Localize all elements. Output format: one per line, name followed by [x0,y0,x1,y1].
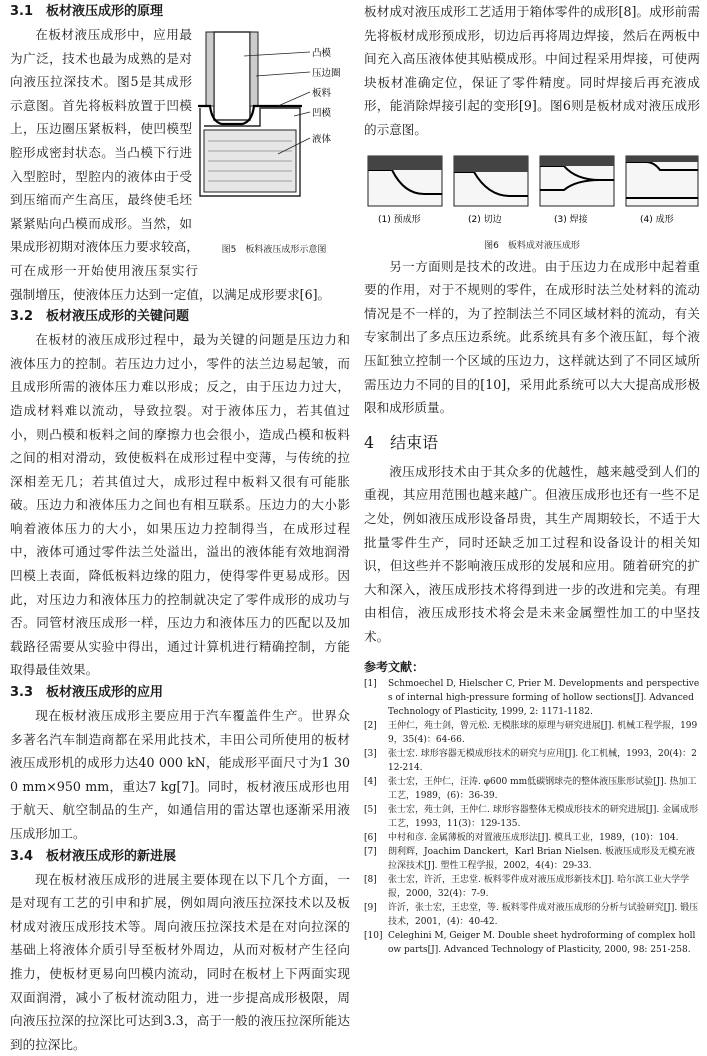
fig5-caption: 图5 板料液压成形示意图 [221,244,327,255]
fig6-caption: 图6 板料成对液压成形 [484,240,580,251]
fig6-label: (1) 预成形 [378,214,421,225]
reference-text: 中村和彦. 金属薄板的对置液压成形法[J]. 模具工业，1989，(10)：104. [388,833,679,844]
reference-text: Schmoechel D, Hielscher C, Prier M. Developments and perspectives of internal high-pressure forming of hollow sections[J]. Advanced Technology of Plasticity, 1999, 2: 1171-1182. [388,679,700,718]
reference-number: [1] [364,679,377,690]
reference-number: [4] [364,777,377,788]
right-column [364,0,700,957]
fig6-step-weld [540,156,614,206]
improvement-paragraph: 另一方面则是技术的改进。由于压边力在成形中起着重要的作用，对于不规则的零件，在成形时法兰处材料的流动情况是不一样的，为了控制法兰不同区域材料的流动，有关专家制出了多点压边系统。此系统具有多个液压缸，每个液压缸独立控制一个区域的压边力，这样就达到了不同区域所需压边力不同的目的[10]，采用此系统可以大大提高成形极限和成形质量。 [364,258,700,416]
fig6-label: (4) 成形 [640,214,674,225]
figure-5 [198,26,350,231]
section-3-2-paragraph: 在板材的液压成形过程中，最为关键的问题是压边力和液体压力的控制。若压边力过小，零件的法兰边易起皱，而且成形所需的液体压力难以形成；反之，由于压边力过大，造成材料难以流动，导致拉裂。对于液体压力，若其值过小，则凸模和板料之间的摩擦力也会很小，造成凸模和板料之间的相对滑动，致使板料在成形过程中变薄，与传统的拉深相差无几；若其值过大，成形过程中板料又很有可能胀破。压边力和液体压力之间也有相互联系。压边力的大小影响着液体压力的大小，如果压边力控制得当，在成形过程中，液体可通过零件法兰处溢出，溢出的液体能有效地润滑凹模上表面，降低板料边缘的阻力，使得零件更易成形。因此，对压边力和液体压力的控制就决定了零件成形的成功与否。同管材液压成形一样，压边力和液体压力的匹配以及加载路径需要从实验中得出，通过计算机进行精确控制，方能取得最佳效果。 [10,332,350,678]
reference-item [364,901,700,929]
figure-6 [364,150,700,251]
reference-item [364,803,700,831]
fig5-label: 凹模 [312,108,332,119]
reference-item [364,719,700,747]
fig6-label: (2) 切边 [468,214,502,225]
fig6-step-trim [454,156,528,206]
reference-number: [9] [364,903,377,914]
reference-number: [6] [364,833,377,844]
reference-text: 许沂，张士宏，王忠堂，等. 板料零件成对液压成形的分析与试验研究[J]. 锻压技术，2001，(4)：40-42. [388,903,699,928]
reference-item [364,873,700,901]
left-column [10,0,350,1056]
section-3-3-title: 3.3 板材液压成形的应用 [10,685,164,701]
fig6-step-form [626,156,698,206]
section-3-1-tail: 可在成形一开始使用液压泵实行强制增压，使液体压力达到一定值，以满足成形要求[6]。 [10,262,331,302]
section-3-2-title: 3.2 板材液压成形的关键问题 [10,309,190,325]
reference-item [364,747,700,775]
continued-paragraph: 板材成对液压成形工艺适用于箱体零件的成形[8]。成形前需先将板材成形预成形，切边后再将周边焊接，然后在两板中间充入高压液体使其贴模成形。中间过程采用焊接，可使两块板材准确定位，保证了零件精度。同时焊接后再充液成形，能消除焊接引起的变形[9]。图6则是板材成对液压成形的示意图。 [364,4,700,137]
fig5-diagram [198,26,350,216]
reference-text: 张士宏. 球形容器无模成形技术的研究与应用[J]. 化工机械，1993，20(4)：212-214. [388,749,697,774]
section-3-4-title: 3.4 板材液压成形的新进展 [10,848,177,864]
section-3-4-paragraph: 现在板材液压成形的进展主要体现在以下几个方面，一是对现有工艺的引申和扩展，例如周向液压拉深技术以及板材成对液压成形技术等。周向液压拉深技术是在对向拉深的基础上将液体介质引导至板材外周边，从而对板材产生径向推力，使板材更易向凹模内流动，同时在板材上下两面实现双面润滑，减小了板材流动阻力，进一步提高成形极限，周向液压拉深的拉深比可达到3.3，高于一般的液压拉深所能达到的拉深比。 [10,871,350,1052]
reference-item [364,929,700,957]
fig5-label: 压边圈 [312,68,341,79]
references-title: 参考文献： [364,660,425,675]
reference-item [364,845,700,873]
reference-item [364,775,700,803]
section-3-1-paragraph: 在板材液压成形中，应用最为广泛，技术也最为成熟的是对向液压拉深技术。图5是其成形示意图。首先将板料放置于凹模上，压边圈压紧板料，使凹模型腔形成密封状态。当凸模下行进入型腔时，型腔内的液体由于受到压缩而产生高压，最终使毛坯紧紧贴向凸模而成形。当然，如果成形初期对液体压力要求较高， [10,27,199,255]
section-3-1-paragraph-cont [10,244,350,306]
reference-number: [3] [364,749,377,760]
reference-number: [8] [364,875,377,886]
reference-text: 朗利辉，Joachim Danckert，Karl Brian Nielsen. 板液压成形及无模充液拉深技术[J]. 塑性工程学报，2002，4(4)：29-33. [388,847,695,872]
conclusion-paragraph: 液压成形技术由于其众多的优越性，越来越受到人们的重视，其应用范围也越来越广。但液压成形也还有一些不足之处，例如液压成形设备昂贵，其生产周期较长，不适于大批量零件生产，同时还缺乏加工过程和设备设计的相关知识，但这些并不影响液压成形的发展和应用。随着研究的扩大和深入，液压成形技术将得到进一步的改进和完美。有理由相信，液压成形技术将会是未来金属塑性加工的中坚技术。 [364,463,700,644]
reference-number: [5] [364,805,377,816]
section-3-3-paragraph: 现在板材液压成形主要应用于汽车覆盖件生产。世界众多著名汽车制造商都在采用此技术，丰田公司所使用的板材液压成形机的成形力达40 000 kN，能成形平面尺寸为1 300 mm×950 mm，重达7 kg[7]。同时，板材液压成形也用于航天、航空制品的生产，如通信用的雷达罩也逐渐采用液压成形加工。 [10,708,350,841]
fig5-label: 液体 [312,134,332,145]
reference-text: Celeghini M, Geiger M. Double sheet hydroforming of complex hollow parts[J]. Advanced Technology of Plasticity, 2000, 98: 251-258. [388,931,696,956]
fig5-label: 板料 [312,88,332,99]
references-list [364,677,700,957]
reference-item [364,831,700,845]
fig5-label: 凸模 [312,48,332,59]
reference-number: [7] [364,847,377,858]
reference-text: 王仲仁，苑士剑，曾元松. 无模胀球的原理与研究进展[J]. 机械工程学报，1999，35(4)：64-66. [388,721,698,746]
fig6-step-preform [368,156,442,206]
reference-number: [10] [364,931,383,942]
fig6-diagram [364,150,700,232]
reference-text: 张士宏，苑士剑，王仲仁. 球形容器整体无模成形技术的研究进展[J]. 金属成形工艺，1993，11(3)：129-135. [388,805,699,830]
reference-number: [2] [364,721,377,732]
reference-item [364,677,700,719]
fig5-punch [214,32,250,120]
section-4-title: 4 结束语 [364,432,439,452]
fig5-blankholder-right [250,32,258,106]
section-3-1-title: 3.1 板材液压成形的原理 [10,4,164,19]
reference-text: 张士宏，许沂，王忠堂. 板料零件成对液压成形新技术[J]. 哈尔滨工业大学学报，2000，32(4)：7-9. [388,875,690,900]
reference-text: 张士宏，王仲仁，汪涛. φ600 mm低碳钢球壳的整体液压胀形试验[J]. 热加工工艺，1989，(6)：36-39. [388,777,697,802]
fig5-blankholder-left [206,32,214,106]
fig6-label: (3) 焊接 [554,214,588,225]
